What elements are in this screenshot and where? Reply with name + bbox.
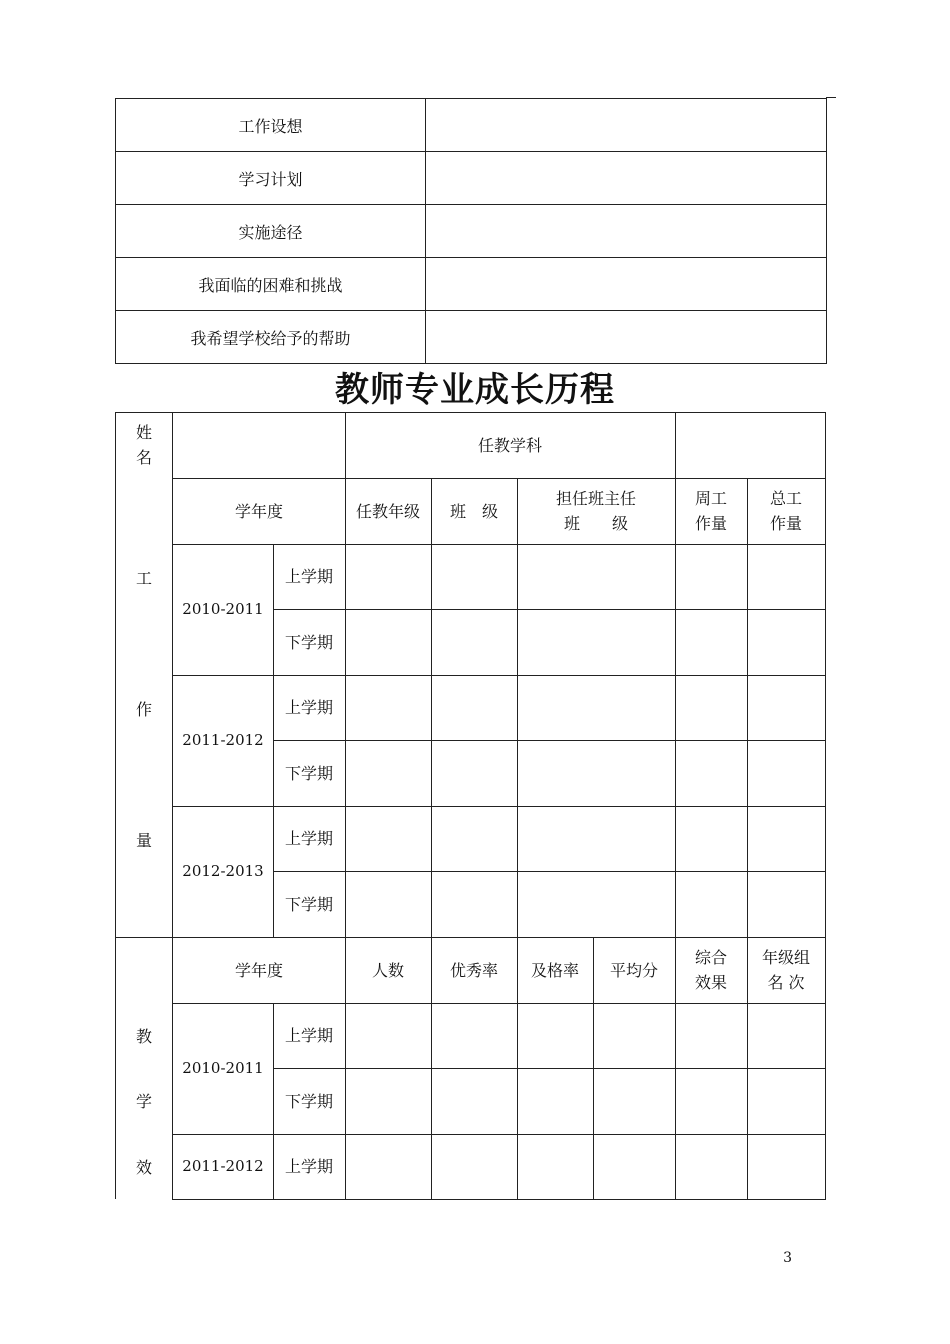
col-header-average: 平均分 xyxy=(609,960,658,980)
col-header-count: 人数 xyxy=(371,960,404,980)
teaching-label-char: 效 xyxy=(135,1158,152,1177)
term-label: 上学期 xyxy=(284,829,333,848)
subject-label: 任教学科 xyxy=(477,435,542,455)
col-header-weekly: 周工 作量 xyxy=(694,489,727,533)
year-label: 2010-2011 xyxy=(182,600,264,618)
teaching-label-char: 教 xyxy=(135,1027,152,1046)
row-label: 我面临的困难和挑战 xyxy=(116,258,426,311)
table-rule xyxy=(273,740,826,741)
row-label: 实施途径 xyxy=(116,205,426,258)
page-number: 3 xyxy=(783,1250,792,1266)
col-header-class: 班 级 xyxy=(449,501,498,521)
table-row xyxy=(116,152,827,205)
plan-table xyxy=(115,98,827,364)
col-header-grade: 任教年级 xyxy=(355,501,420,521)
table-row xyxy=(116,258,827,311)
table-row xyxy=(116,311,827,364)
term-label: 上学期 xyxy=(284,567,333,586)
table-rule xyxy=(115,412,116,1199)
name-label: 姓 名 xyxy=(135,423,152,467)
col-header-homeroom: 担任班主任 班 级 xyxy=(555,489,636,533)
year-label: 2011-2012 xyxy=(182,731,264,749)
col-header-excellent: 优秀率 xyxy=(449,960,498,980)
corner-tick xyxy=(826,97,836,98)
table-rule xyxy=(273,871,826,872)
table-rule xyxy=(517,478,518,1199)
term-label: 上学期 xyxy=(284,1026,333,1045)
year-label: 2010-2011 xyxy=(182,1059,264,1077)
col-header-year: 学年度 xyxy=(234,960,283,980)
table-rule xyxy=(172,1199,826,1200)
col-header-overall: 综合 效果 xyxy=(694,948,727,992)
table-rule xyxy=(273,1068,826,1069)
workload-label-char: 量 xyxy=(135,831,152,850)
workload-label-char: 工 xyxy=(135,569,152,588)
year-label: 2012-2013 xyxy=(182,862,264,880)
term-label: 下学期 xyxy=(284,894,333,914)
term-label: 上学期 xyxy=(284,698,333,717)
table-rule xyxy=(273,609,826,610)
table-rule xyxy=(747,478,748,1199)
row-label: 我希望学校给予的帮助 xyxy=(116,311,426,364)
term-label: 下学期 xyxy=(284,763,333,783)
workload-label-char: 作 xyxy=(135,700,152,719)
col-header-year: 学年度 xyxy=(234,501,283,521)
term-label: 下学期 xyxy=(284,1091,333,1111)
subject-field[interactable] xyxy=(675,412,825,478)
table-row xyxy=(116,205,827,258)
col-header-pass: 及格率 xyxy=(530,960,579,980)
col-header-total: 总工 作量 xyxy=(769,489,802,533)
page-title: 教师专业成长历程 xyxy=(335,370,615,410)
answer-cell[interactable] xyxy=(426,205,827,258)
table-rule xyxy=(431,478,432,1199)
term-label: 下学期 xyxy=(284,632,333,652)
answer-cell[interactable] xyxy=(426,152,827,205)
name-field[interactable] xyxy=(173,412,345,478)
row-label: 工作设想 xyxy=(116,99,426,152)
col-header-rank: 年级组 名 次 xyxy=(761,948,810,992)
answer-cell[interactable] xyxy=(426,258,827,311)
table-row xyxy=(116,99,827,152)
year-label: 2011-2012 xyxy=(182,1157,264,1175)
table-rule xyxy=(273,806,826,807)
row-label: 学习计划 xyxy=(116,152,426,205)
answer-cell[interactable] xyxy=(426,99,827,152)
answer-cell[interactable] xyxy=(426,311,827,364)
teaching-label-char: 学 xyxy=(135,1092,152,1111)
term-label: 上学期 xyxy=(284,1157,333,1176)
table-rule xyxy=(273,675,826,676)
